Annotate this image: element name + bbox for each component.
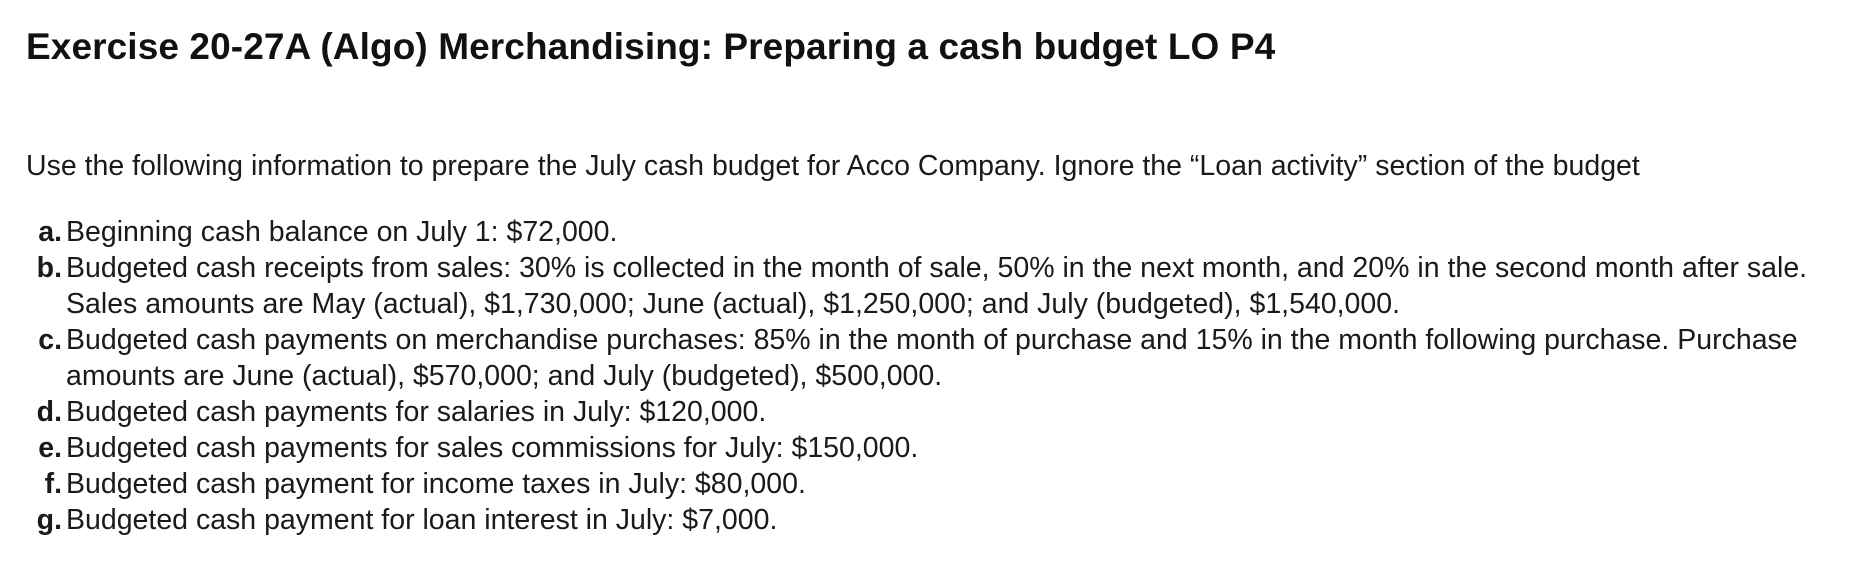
item-text: Budgeted cash payment for income taxes in July: $80,000. [66, 468, 806, 500]
item-text: Budgeted cash payments for sales commissions for July: $150,000. [66, 432, 919, 464]
item-marker: c. [38, 324, 62, 356]
item-marker: b. [36, 252, 62, 284]
exercise-page [26, 22, 1846, 538]
list-item [26, 394, 1846, 430]
item-marker: f. [44, 468, 62, 500]
list-item [26, 214, 1846, 250]
item-text: Budgeted cash payment for loan interest in July: $7,000. [66, 504, 778, 536]
list-item [26, 250, 1846, 322]
item-marker: e. [38, 432, 62, 464]
list-item [26, 430, 1846, 466]
list-item [26, 466, 1846, 502]
item-text: Budgeted cash payments on merchandise purchases: 85% in the month of purchase and 15% in the month following purchase. Purchase amounts are June (actual), $570,000; and July (budgeted), $500,000. [66, 324, 1798, 392]
item-marker: g. [36, 504, 62, 536]
item-marker: a. [38, 216, 62, 248]
given-information-list [26, 214, 1846, 538]
list-item [26, 502, 1846, 538]
item-marker: d. [36, 396, 62, 428]
item-text: Budgeted cash payments for salaries in July: $120,000. [66, 396, 767, 428]
list-item [26, 322, 1846, 394]
instructions-text: Use the following information to prepare the July cash budget for Acco Company. Ignore the “Loan activity” section of the budget [26, 150, 1640, 182]
item-text: Beginning cash balance on July 1: $72,000. [66, 216, 618, 248]
item-text: Budgeted cash receipts from sales: 30% is collected in the month of sale, 50% in the next month, and 20% in the second month after sale. Sales amounts are May (actual), $1,730,000; June (actual), $1,250,000; and July (budgeted), $1,540,000. [66, 252, 1808, 320]
exercise-title: Exercise 20-27A (Algo) Merchandising: Preparing a cash budget LO P4 [26, 26, 1276, 67]
